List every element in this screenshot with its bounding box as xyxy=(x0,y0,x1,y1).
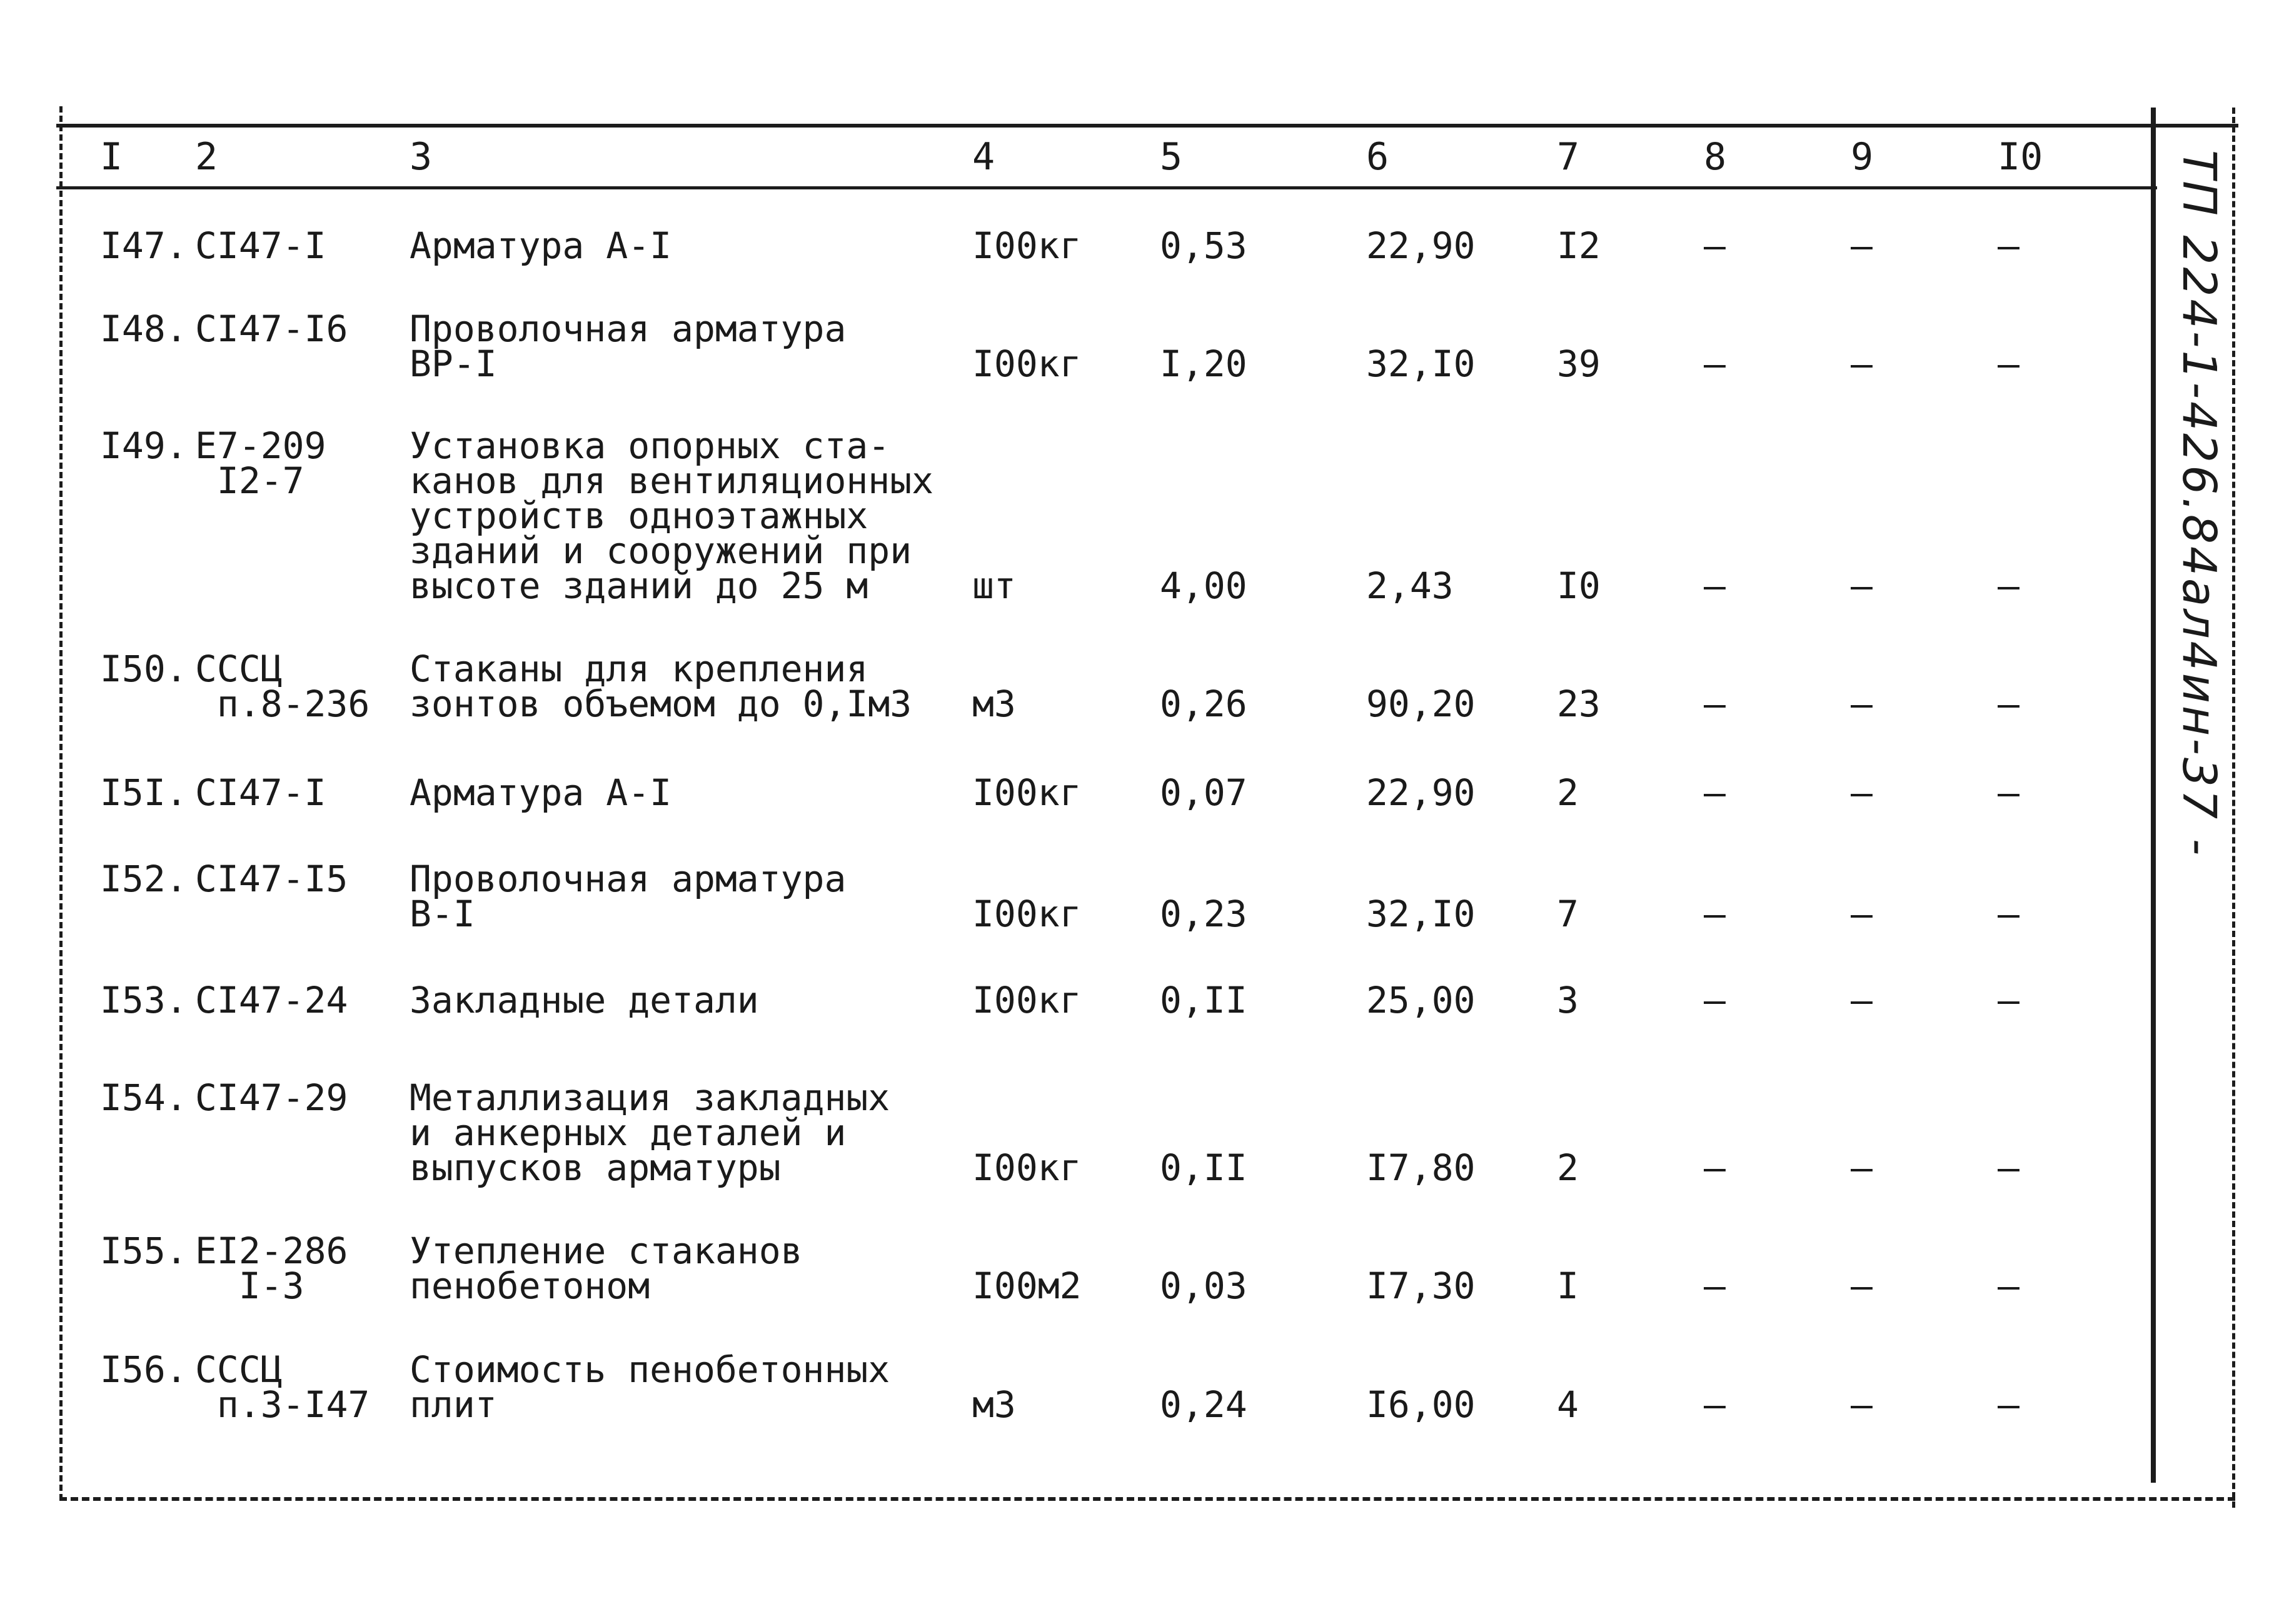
col9-value: – xyxy=(1851,683,1873,725)
col10-value: – xyxy=(1998,224,2020,267)
unit-price: 2,43 xyxy=(1366,564,1454,607)
unit: м3 xyxy=(972,683,1016,725)
rate-code: CI47-I6 xyxy=(195,308,348,350)
quantity: 0,07 xyxy=(1160,771,1247,814)
unit: I00кг xyxy=(972,979,1082,1021)
column-header-3: 3 xyxy=(410,135,433,179)
right-outer-border xyxy=(2232,108,2235,1508)
col9-value: – xyxy=(1851,979,1873,1021)
column-header-10: I0 xyxy=(1998,135,2043,179)
unit-price: 25,00 xyxy=(1366,979,1476,1021)
unit: I00м2 xyxy=(972,1265,1082,1307)
total: 2 xyxy=(1557,1146,1579,1189)
col9-value: – xyxy=(1851,1146,1873,1189)
unit-price: I6,00 xyxy=(1366,1383,1476,1426)
col10-value: – xyxy=(1998,1383,2020,1426)
row-number: I48. xyxy=(100,308,188,350)
total: 23 xyxy=(1557,683,1601,725)
work-name: Стаканы для крепления зонтов объемом до 0,Iм3 xyxy=(410,648,912,725)
col9-value: – xyxy=(1851,343,1873,385)
header-rule xyxy=(56,186,2157,189)
unit: I00кг xyxy=(972,1146,1082,1189)
total: I0 xyxy=(1557,564,1601,607)
col9-value: – xyxy=(1851,1265,1873,1307)
column-header-5: 5 xyxy=(1160,135,1183,179)
work-name: Проволочная арматура В-I xyxy=(410,858,847,935)
quantity: 0,23 xyxy=(1160,893,1247,935)
work-name: Утепление стаканов пенобетоном xyxy=(410,1230,803,1307)
row-number: I47. xyxy=(100,224,188,267)
work-name: Арматура А-I xyxy=(410,224,672,267)
unit: I00кг xyxy=(972,771,1082,814)
unit: I00кг xyxy=(972,343,1082,385)
top-rule xyxy=(56,124,2238,128)
col10-value: – xyxy=(1998,1265,2020,1307)
work-name: Металлизация закладных и анкерных деталей и выпусков арматуры xyxy=(410,1076,890,1189)
column-header-8: 8 xyxy=(1704,135,1727,179)
row-number: I49. xyxy=(100,424,188,467)
row-number: I53. xyxy=(100,979,188,1021)
quantity: 0,II xyxy=(1160,979,1247,1021)
col10-value: – xyxy=(1998,979,2020,1021)
work-name: Закладные детали xyxy=(410,979,759,1021)
col9-value: – xyxy=(1851,1383,1873,1426)
col10-value: – xyxy=(1998,1146,2020,1189)
col8-value: – xyxy=(1704,1265,1726,1307)
total: I xyxy=(1557,1265,1579,1307)
column-header-6: 6 xyxy=(1366,135,1389,179)
work-name: Арматура А-I xyxy=(410,771,672,814)
row-number: I54. xyxy=(100,1076,188,1119)
col9-value: – xyxy=(1851,893,1873,935)
row-number: I52. xyxy=(100,858,188,900)
left-border xyxy=(59,106,63,1500)
total: 7 xyxy=(1557,893,1579,935)
col8-value: – xyxy=(1704,683,1726,725)
row-number: I56. xyxy=(100,1348,188,1391)
total: 39 xyxy=(1557,343,1601,385)
work-name: Стоимость пенобетонных плит xyxy=(410,1348,890,1426)
quantity: 0,II xyxy=(1160,1146,1247,1189)
row-number: I5I. xyxy=(100,771,188,814)
row-number: I55. xyxy=(100,1230,188,1272)
col9-value: – xyxy=(1851,224,1873,267)
column-header-7: 7 xyxy=(1557,135,1580,179)
col8-value: – xyxy=(1704,893,1726,935)
rate-code: CI47-29 xyxy=(195,1076,348,1119)
total: 2 xyxy=(1557,771,1579,814)
column-header-9: 9 xyxy=(1851,135,1874,179)
rate-code: CI47-24 xyxy=(195,979,348,1021)
quantity: 4,00 xyxy=(1160,564,1247,607)
rate-code: CI47-I xyxy=(195,771,326,814)
right-inner-border xyxy=(2151,108,2156,1483)
quantity: 0,24 xyxy=(1160,1383,1247,1426)
unit-price: 22,90 xyxy=(1366,771,1476,814)
rate-code: СССЦ п.8-236 xyxy=(195,648,370,725)
row-number: I50. xyxy=(100,648,188,690)
col10-value: – xyxy=(1998,893,2020,935)
column-header-1: I xyxy=(100,135,123,179)
rate-code: CI47-I5 xyxy=(195,858,348,900)
col8-value: – xyxy=(1704,771,1726,814)
quantity: 0,03 xyxy=(1160,1265,1247,1307)
unit: I00кг xyxy=(972,224,1082,267)
unit: I00кг xyxy=(972,893,1082,935)
total: 4 xyxy=(1557,1383,1579,1426)
unit-price: 32,I0 xyxy=(1366,343,1476,385)
col8-value: – xyxy=(1704,1383,1726,1426)
total: 3 xyxy=(1557,979,1579,1021)
col8-value: – xyxy=(1704,979,1726,1021)
unit-price: 90,20 xyxy=(1366,683,1476,725)
col10-value: – xyxy=(1998,683,2020,725)
unit: шт xyxy=(972,564,1016,607)
rate-code: E7-209 I2-7 xyxy=(195,424,326,502)
column-header-2: 2 xyxy=(195,135,218,179)
rate-code: EI2-286 I-3 xyxy=(195,1230,348,1307)
unit: м3 xyxy=(972,1383,1016,1426)
unit-price: I7,80 xyxy=(1366,1146,1476,1189)
unit-price: 32,I0 xyxy=(1366,893,1476,935)
bottom-border xyxy=(59,1497,2235,1501)
unit-price: I7,30 xyxy=(1366,1265,1476,1307)
work-name: Установка опорных ста- канов для вентиляционных устройств одноэтажных зданий и сооружений при высоте зданий до 25 м xyxy=(410,424,934,607)
col10-value: – xyxy=(1998,343,2020,385)
col10-value: – xyxy=(1998,564,2020,607)
col8-value: – xyxy=(1704,1146,1726,1189)
col9-value: – xyxy=(1851,564,1873,607)
column-header-4: 4 xyxy=(972,135,995,179)
col10-value: – xyxy=(1998,771,2020,814)
quantity: 0,53 xyxy=(1160,224,1247,267)
col8-value: – xyxy=(1704,564,1726,607)
total: I2 xyxy=(1557,224,1601,267)
col8-value: – xyxy=(1704,343,1726,385)
unit-price: 22,90 xyxy=(1366,224,1476,267)
rate-code: СССЦ п.3-I47 xyxy=(195,1348,370,1426)
quantity: I,20 xyxy=(1160,343,1247,385)
side-label: ТП 224-1-426.84ал4ин-37 - xyxy=(2172,150,2226,858)
work-name: Проволочная арматура ВР-I xyxy=(410,308,847,385)
col9-value: – xyxy=(1851,771,1873,814)
quantity: 0,26 xyxy=(1160,683,1247,725)
col8-value: – xyxy=(1704,224,1726,267)
rate-code: CI47-I xyxy=(195,224,326,267)
